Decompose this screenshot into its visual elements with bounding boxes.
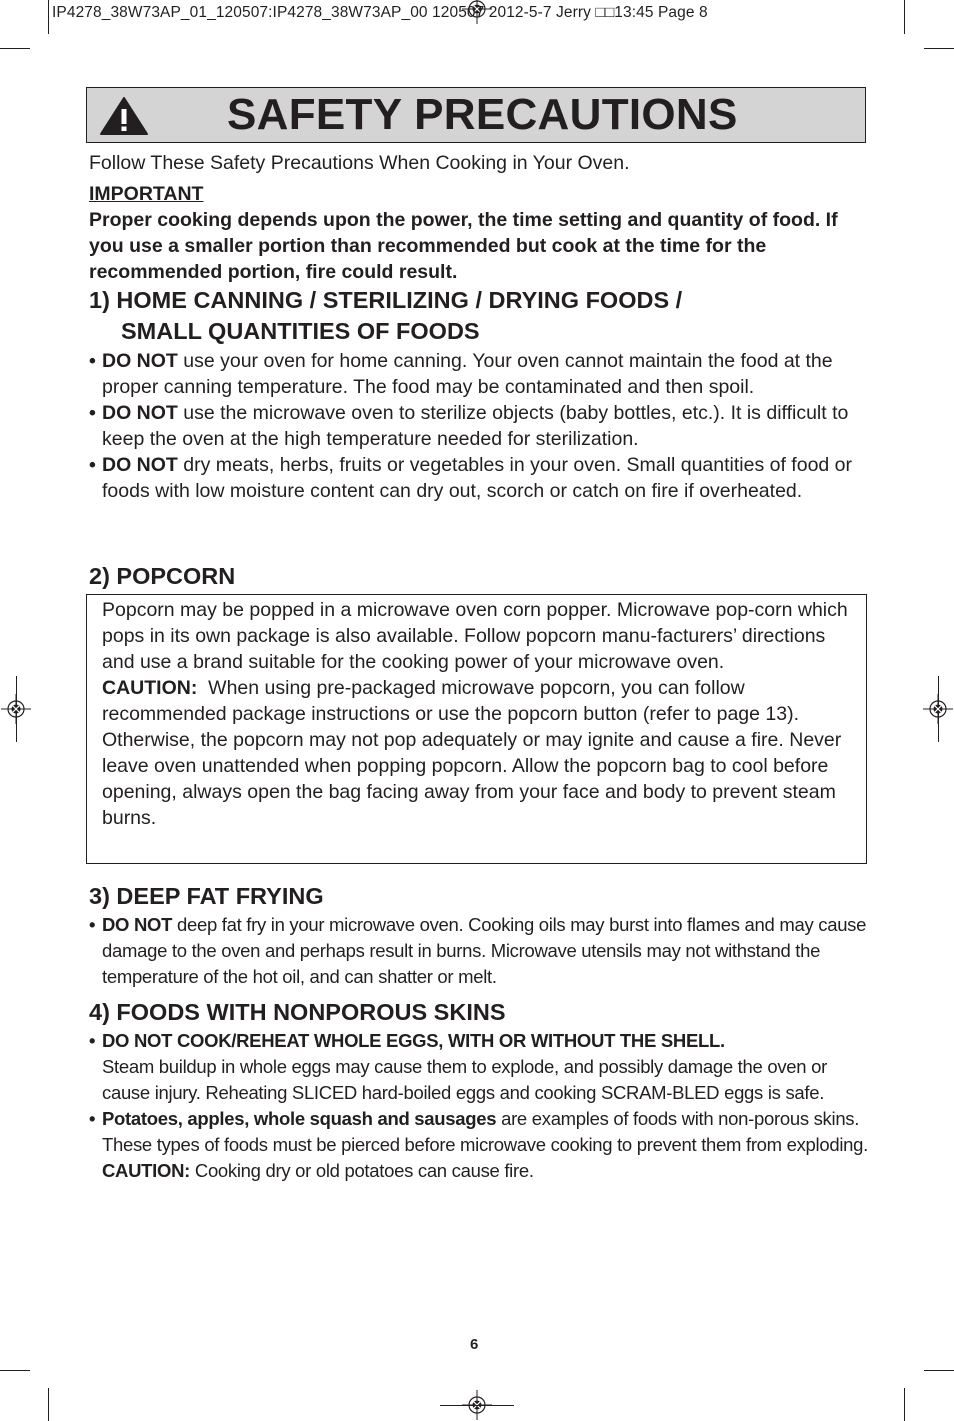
caution-line (89, 1158, 869, 1184)
crop-mark (904, 1388, 905, 1421)
registration-mark-icon (923, 694, 953, 724)
caution-label: CAUTION: (102, 677, 198, 699)
bullet-text: use your oven for home canning. Your oven cannot maintain the food at the proper canning temperature. The food may be contaminated and then spoil. (102, 350, 833, 398)
list-item (89, 400, 869, 452)
popcorn-body: Popcorn may be popped in a microwave oven corn popper. Microwave pop-corn which pops in its own package is also available. Follow popcorn manu-facturers’ directions and use a brand suitable for the cooking power of your microwave oven. (102, 599, 848, 673)
section-1-list (89, 348, 869, 504)
page-number: 6 (470, 1336, 479, 1353)
list-item (89, 1106, 869, 1158)
important-text: Proper cooking depends upon the power, the time setting and quantity of food. If you use a smaller portion than recommended but cook at the time for the recommended portion, fire could result. (89, 209, 838, 283)
bullet-lead: Potatoes, apples, whole squash and sausages (102, 1108, 497, 1129)
caution-text: Cooking dry or old potatoes can cause fire. (190, 1160, 534, 1181)
bullet-text: dry meats, herbs, fruits or vegetables in your oven. Small quantities of food or foods with low moisture content can dry out, scorch or catch on fire if overheated. (102, 454, 853, 502)
caution-label: CAUTION: (102, 1160, 191, 1181)
section-4-heading: 4) FOODS WITH NONPOROUS SKINS (89, 999, 506, 1025)
list-item (89, 452, 869, 504)
bullet-text: use the microwave oven to sterilize objects (baby bottles, etc.). It is difficult to keep the oven at the high temperature needed for sterilization. (102, 402, 849, 450)
section-4-list (89, 1028, 869, 1184)
list-item (89, 1028, 869, 1106)
important-label: IMPORTANT (89, 183, 204, 205)
list-item (89, 348, 869, 400)
page-title: SAFETY PRECAUTIONS (227, 90, 738, 139)
section-1-heading-line1: 1) HOME CANNING / STERILIZING / DRYING FOODS / (89, 287, 683, 313)
bullet-lead: DO NOT (102, 454, 178, 476)
section-3-heading: 3) DEEP FAT FRYING (89, 883, 324, 909)
popcorn-box (86, 594, 867, 864)
crop-mark (48, 0, 49, 34)
print-slug: IP4278_38W73AP_01_120507:IP4278_38W73AP_00 120507 2012-5-7 Jerry □□13:45 Page 8 (52, 4, 708, 21)
crop-mark (0, 48, 30, 49)
bullet-text: deep fat fry in your microwave oven. Cooking oils may burst into flames and may cause damage to the oven and perhaps result in burns. Microwave utensils may not withstand the temperature of the hot oil, and can shatter or melt. (102, 914, 867, 987)
bullet-text: are examples of foods with non-porous skins. These types of foods must be pierced before microwave cooking to prevent them from exploding. (102, 1108, 868, 1155)
caution-text: When using pre-packaged microwave popcorn, you can follow recommended package instructions or use the popcorn button (refer to page 13). Otherwise, the popcorn may not pop adequately or may ignite and cause a fire. Never leave oven unattended when popping popcorn. Allow the popcorn bag to cool before opening, always open the bag facing away from your face and body to prevent steam burns. (102, 677, 847, 829)
section-2-heading: 2) POPCORN (89, 563, 236, 589)
title-banner (86, 87, 866, 143)
list-item (89, 912, 869, 990)
crop-mark (904, 0, 905, 34)
intro-text: Follow These Safety Precautions When Cooking in Your Oven. (89, 152, 630, 174)
bullet-lead: DO NOT (102, 350, 178, 372)
registration-mark-icon (1, 694, 31, 724)
crop-mark (48, 1388, 49, 1421)
crop-mark (0, 1370, 30, 1371)
bullet-lead: DO NOT (102, 914, 173, 935)
section-1-heading-line2: SMALL QUANTITIES OF FOODS (121, 318, 480, 344)
section-1-heading (89, 285, 682, 347)
bullet-lead: DO NOT (102, 402, 178, 424)
important-notice (89, 181, 869, 285)
crop-mark (440, 1405, 514, 1406)
section-3-list (89, 912, 869, 990)
bullet-lead: DO NOT COOK/REHEAT WHOLE EGGS, WITH OR WITHOUT THE SHELL. (102, 1030, 725, 1051)
bullet-text: Steam buildup in whole eggs may cause them to explode, and possibly damage the oven or cause injury. Reheating SLICED hard-boiled eggs and cooking SCRAM-BLED eggs is safe. (102, 1056, 827, 1103)
warning-triangle-icon (99, 96, 149, 136)
crop-mark (924, 1370, 954, 1371)
crop-mark (924, 48, 954, 49)
